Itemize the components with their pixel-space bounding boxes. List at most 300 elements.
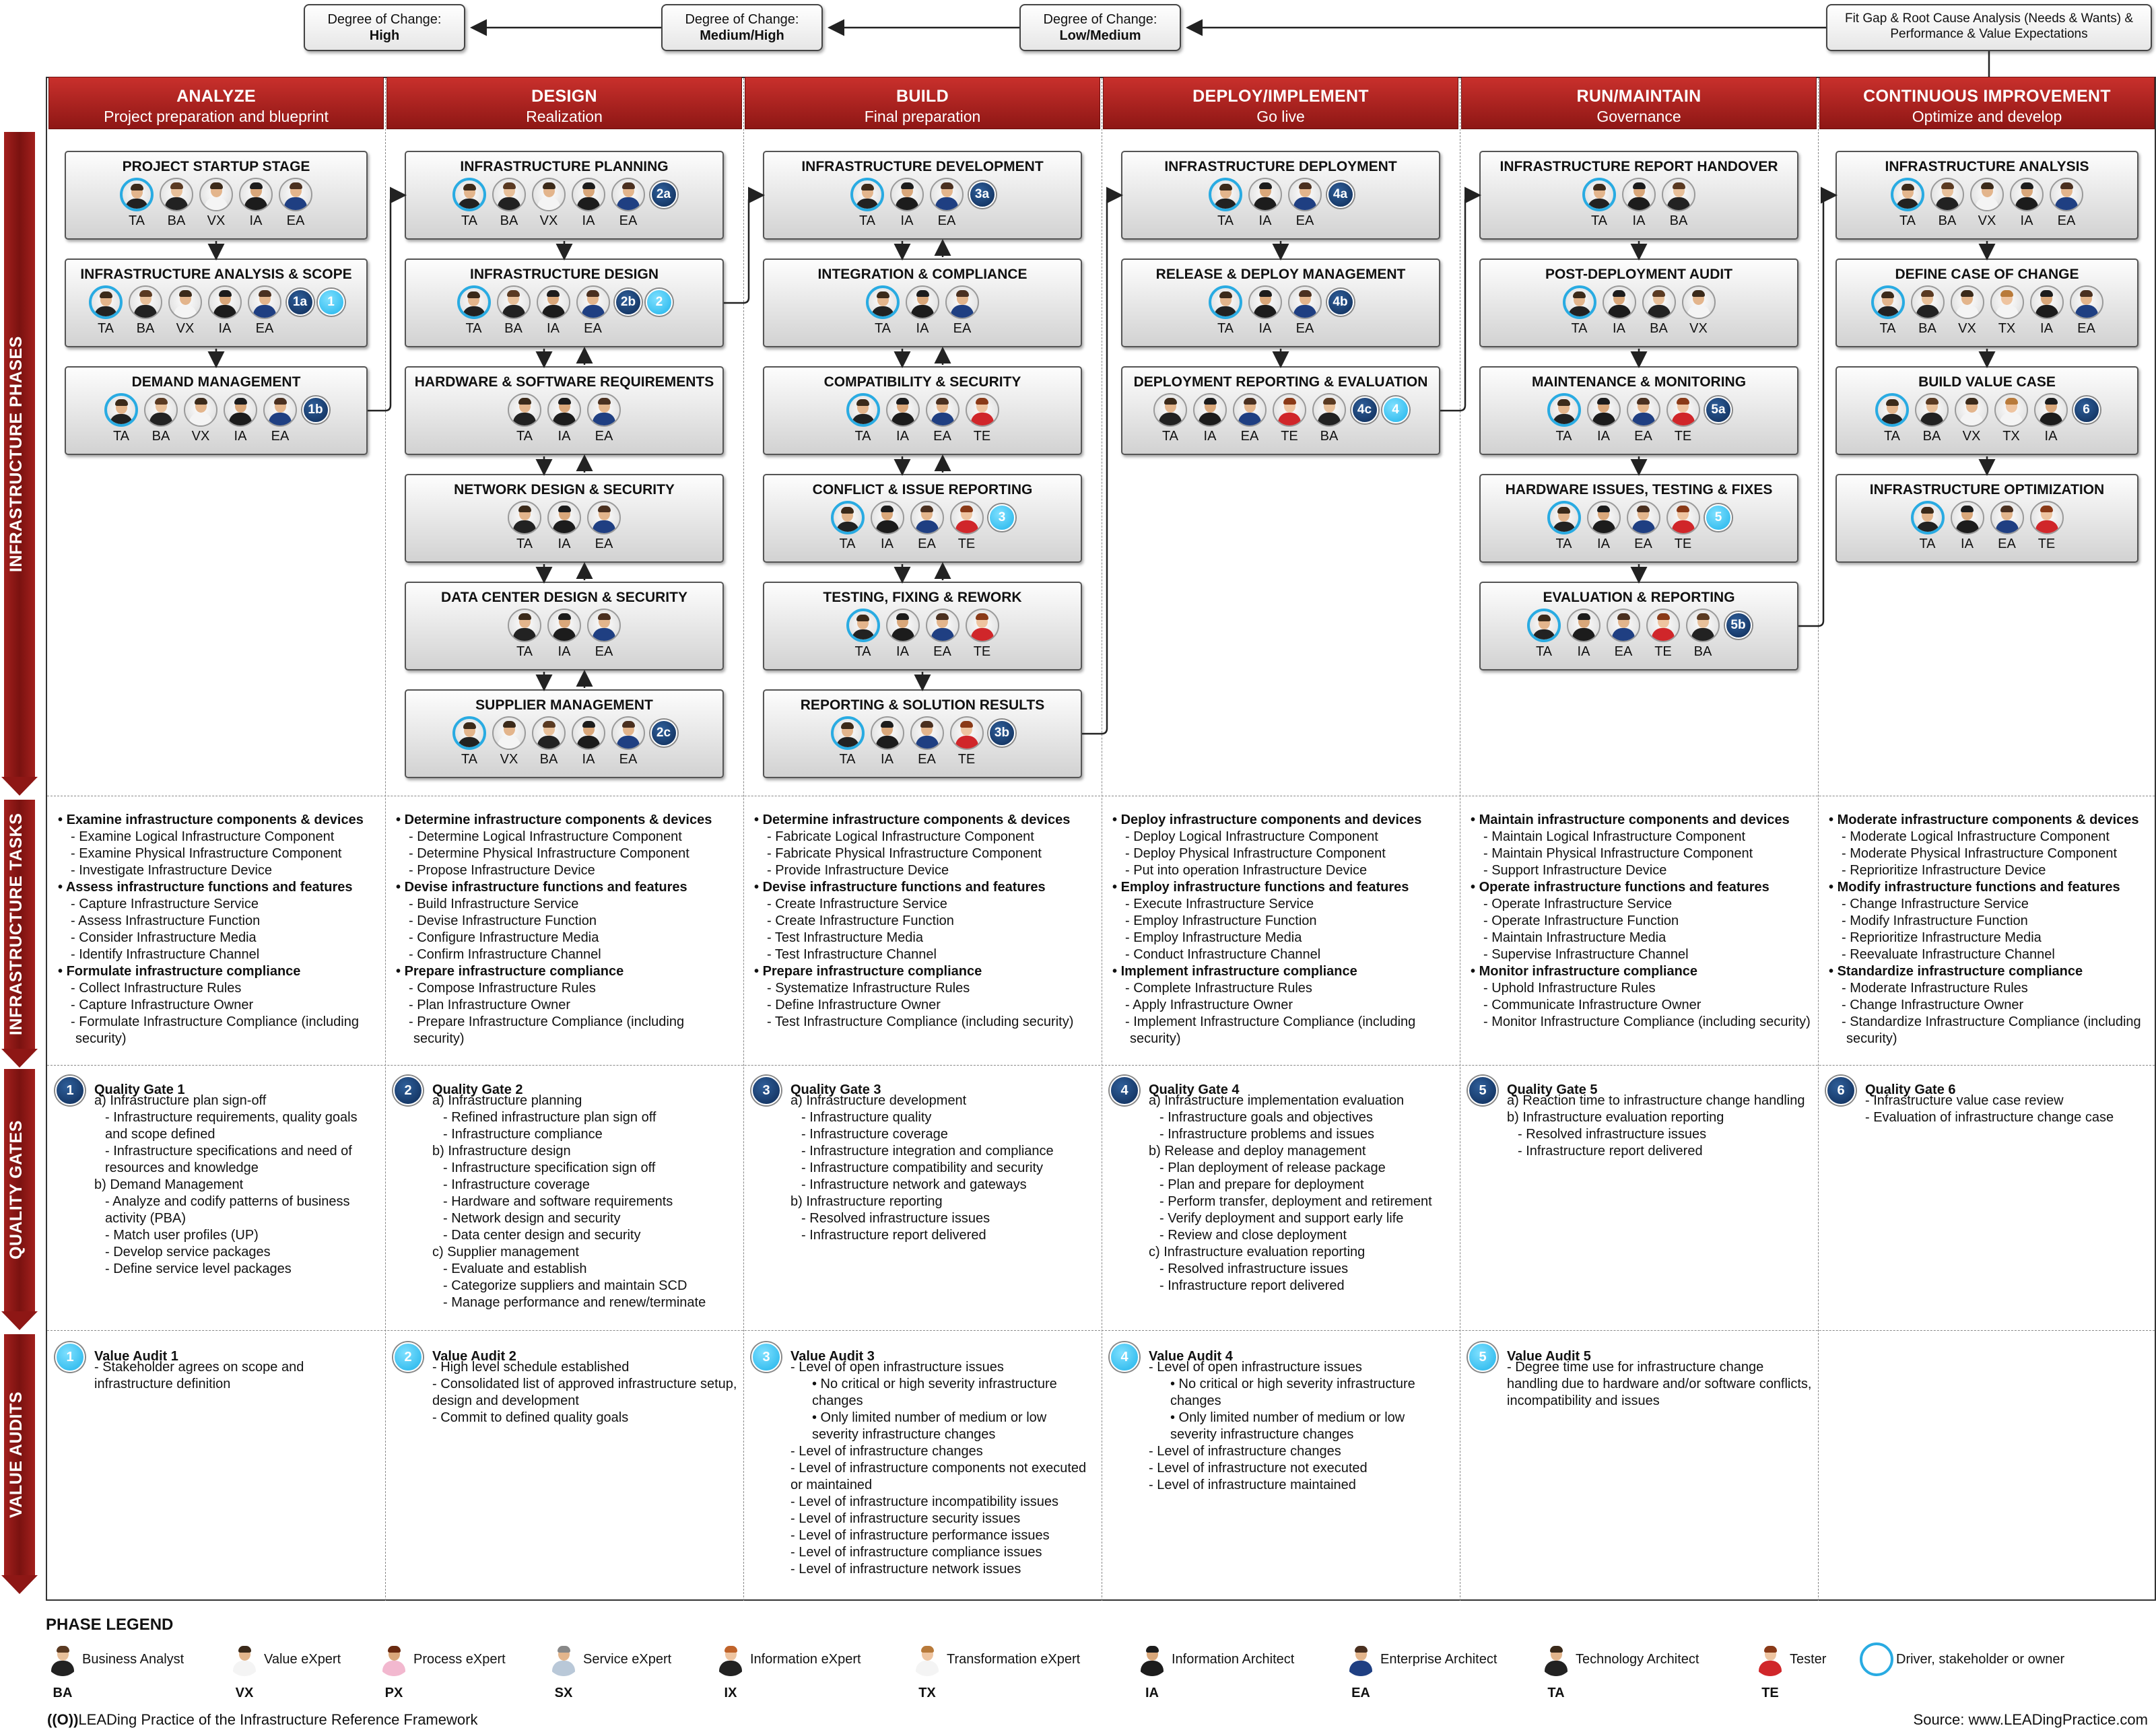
task-text: Support Infrastructure Device [1491,863,1667,878]
footer-left-text: LEADing Practice of the Infrastructure Reference Framework [78,1711,478,1728]
quality_gates-line: - Infrastructure integration and compliance [801,1144,1054,1158]
role-code: IA [558,537,571,551]
role-code: TA [461,752,478,767]
dash-icon: - [1125,913,1134,928]
task-text: Test Infrastructure Channel [774,947,937,962]
role-code: VX [1978,213,1996,228]
role-code: EA [595,537,613,551]
value_audits-line: - Level of infrastructure changes [790,1444,983,1459]
stage-title: DEFINE CASE OF CHANGE [1895,267,2079,282]
value_audits-line: - Level of infrastructure incompatibility issues [790,1494,1058,1509]
dash-icon: - [1842,947,1850,962]
role-code: TA [1535,644,1553,659]
step-badge: 5b [1725,612,1752,639]
dash-icon: - [1125,863,1134,878]
role-code: VX [1962,429,1981,444]
dash-icon: - [767,863,776,878]
legend-code: EA [1351,1686,1370,1700]
value_audits-title: Value Audit 3 [790,1349,875,1364]
quality_gates-number-badge: 1 [55,1076,85,1105]
stage-title: RELEASE & DEPLOY MANAGEMENT [1155,267,1406,282]
task-text: Fabricate Physical Infrastructure Component [775,846,1042,861]
task-text: Examine Physical Infrastructure Component [79,846,342,861]
quality_gates-line: - Hardware and software requirements [443,1194,673,1209]
task-text: Modify infrastructure functions and features [1837,880,2120,895]
phase-title: CONTINUOUS IMPROVEMENT [1863,87,2111,106]
task-text: Implement infrastructure compliance [1120,964,1357,979]
dash-icon: - [1125,897,1134,911]
quality_gates-line: - Manage performance and renew/terminate [443,1295,706,1310]
role-code: TA [516,537,533,551]
step-badge: 1b [302,396,329,423]
bullet-icon: • [396,964,405,979]
task-text: Investigate Infrastructure Device [79,863,273,878]
side-label-phases: INFRASTRUCTURE PHASES [7,336,26,573]
dash-icon: - [409,863,417,878]
dash-icon: - [71,897,79,911]
dash-icon: - [1125,947,1134,962]
change-level: Medium/High [700,28,784,43]
role-code: TA [1555,429,1572,444]
task-text: Test Infrastructure Compliance (including security) [774,1014,1074,1029]
value_audits-line: - Level of infrastructure compliance issues [790,1545,1042,1560]
role-code: BA [1938,213,1957,228]
stage-title: INTEGRATION & COMPLIANCE [817,267,1028,282]
dash-icon: - [1842,1014,1850,1029]
task-text: Maintain Logical Infrastructure Component [1491,829,1746,844]
role-code: EA [918,537,936,551]
dash-icon: - [71,863,79,878]
phase-title: BUILD [896,87,949,106]
task-text: Capture Infrastructure Service [79,897,259,911]
value_audits-line: - Level of open infrastructure issues [1149,1360,1362,1375]
role-code: IA [1203,429,1217,444]
role-code: VX [1958,321,1976,336]
bullet-icon: • [1829,812,1838,827]
role-code: IA [2040,321,2053,336]
quality_gates-line: c) Supplier management [432,1245,579,1259]
dash-icon: - [1842,930,1850,945]
role-code: BA [1693,644,1712,659]
quality_gates-line: - Refined infrastructure plan sign off [443,1110,656,1125]
role-code: BA [539,752,558,767]
role-code: EA [918,752,936,767]
dash-icon: - [409,913,417,928]
quality_gates-line: - Analyze and codify patterns of business activity (PBA) [105,1194,350,1226]
legend-code: IA [1145,1686,1159,1700]
task-text: Capture Infrastructure Owner [79,998,254,1012]
task-text: Provide Infrastructure Device [775,863,949,878]
quality_gates-line: - Network design and security [443,1211,621,1226]
task-text: Deploy Physical Infrastructure Component [1133,846,1386,861]
quality_gates-line: - Resolved infrastructure issues [1159,1261,1349,1276]
role-code: TE [957,537,976,551]
dash-icon: - [1125,1014,1134,1029]
legend-code: TX [918,1686,936,1700]
task-text: Conduct Infrastructure Channel [1133,947,1321,962]
role-code: EA [255,321,274,336]
step-badge: 5a [1705,396,1732,423]
stage-title: DEPLOYMENT REPORTING & EVALUATION [1133,374,1428,390]
role-code: IA [582,752,595,767]
fit-gap-label: Fit Gap & Root Cause Analysis (Needs & Wants) & Performance & Value Expectations [1844,11,2134,41]
legend-name: Technology Architect [1576,1652,1699,1667]
bullet-icon: • [754,812,763,827]
role-code: BA [1650,321,1668,336]
role-code: EA [1634,429,1652,444]
dash-icon: - [1842,897,1850,911]
legend-name: Driver, stakeholder or owner [1896,1652,2065,1667]
role-code: TA [97,321,114,336]
role-code: BA [136,321,155,336]
phase-subtitle: Optimize and develop [1912,108,2062,125]
task-text: Consider Infrastructure Media [79,930,257,945]
dash-icon: - [71,998,79,1012]
value_audits-title: Value Audit 4 [1149,1349,1233,1364]
quality_gates-number-badge: 3 [751,1076,781,1105]
task-text: Determine infrastructure components & devices [762,812,1071,827]
dash-icon: - [71,913,79,928]
value_audits-number-badge: 2 [393,1342,423,1372]
value_audits-number-badge: 4 [1110,1342,1139,1372]
legend-code: PX [384,1686,403,1700]
dash-icon: - [1483,913,1492,928]
role-code: IA [916,321,929,336]
dash-icon: - [1125,846,1134,861]
step-badge: 4a [1327,181,1354,208]
role-code: TA [1919,537,1936,551]
step-badge: 2b [615,289,642,316]
task-text: Operate Infrastructure Service [1491,897,1673,911]
dash-icon: - [767,913,776,928]
step-badge: 5 [1705,504,1732,531]
value_audits-number-badge: 3 [751,1342,781,1372]
value_audits-line: - High level schedule established [432,1360,630,1375]
role-code: EA [619,213,638,228]
step-badge: 3a [969,181,996,208]
side-label-audits: VALUE AUDITS [7,1391,26,1518]
role-code: TA [1883,429,1901,444]
quality_gates-title: Quality Gate 3 [790,1082,881,1097]
phase-title: DESIGN [531,87,597,106]
bullet-icon: • [1112,964,1121,979]
dash-icon: - [1483,897,1492,911]
task-text: Communicate Infrastructure Owner [1491,998,1702,1012]
role-code: TA [516,429,533,444]
task-text: Define Infrastructure Owner [775,998,941,1012]
quality_gates-line: - Resolved infrastructure issues [1518,1127,1707,1142]
step-badge: 1a [287,289,314,316]
role-code: TX [1998,321,2016,336]
role-code: BA [1320,429,1339,444]
value_audits-line: - Level of infrastructure not executed [1149,1461,1368,1476]
quality_gates-line: - Categorize suppliers and maintain SCD [443,1278,687,1293]
value_audits-number-badge: 1 [55,1342,85,1372]
role-code: TA [465,321,482,336]
quality_gates-line: a) Infrastructure implementation evaluation [1149,1093,1405,1108]
step-badge: 1 [318,289,345,316]
role-code: IA [900,213,914,228]
quality_gates-line: - Infrastructure compatibility and security [801,1161,1044,1175]
role-code: IA [896,644,909,659]
task-text: Prepare infrastructure compliance [404,964,624,979]
role-code: EA [1634,537,1652,551]
dash-icon: - [767,846,776,861]
dash-icon: - [1483,930,1492,945]
change-label: Degree of Change: [1043,12,1157,27]
task-text: Change Infrastructure Owner [1850,998,2024,1012]
quality_gates-line: - Infrastructure goals and objectives [1159,1110,1373,1125]
quality_gates-title: Quality Gate 5 [1507,1082,1598,1097]
quality_gates-line: - Infrastructure report delivered [1159,1278,1345,1293]
value_audits-title: Value Audit 1 [94,1349,178,1364]
quality_gates-line: - Match user profiles (UP) [105,1228,259,1243]
role-code: EA [1240,429,1259,444]
role-code: BA [1669,213,1688,228]
role-code: EA [619,752,638,767]
role-code: IA [582,213,595,228]
task-text: Maintain infrastructure components and devices [1479,812,1790,827]
dash-icon: - [767,998,776,1012]
value_audits-line: - Degree time use for infrastructure change handling due to hardware and/or software conflicts, incompatibility and issues [1507,1360,1812,1408]
role-code: TE [1674,429,1692,444]
stage-title: POST-DEPLOYMENT AUDIT [1545,267,1733,282]
stage-title: TESTING, FIXING & REWORK [823,590,1022,605]
role-code: TE [957,752,976,767]
value_audits-line: - Level of infrastructure maintained [1149,1478,1356,1492]
task-text: Prepare Infrastructure Compliance (including security) [413,1014,685,1046]
task-text: Confirm Infrastructure Channel [417,947,601,962]
quality_gates-line: - Plan deployment of release package [1159,1161,1386,1175]
task-text: Deploy infrastructure components and devices [1120,812,1422,827]
quality_gates-line: a) Reaction time to infrastructure change handling [1507,1093,1805,1108]
role-code: IA [1258,213,1272,228]
bullet-icon: • [396,880,405,895]
side-label-gates: QUALITY GATES [7,1120,26,1260]
role-code: EA [1614,644,1633,659]
legend-code: SX [554,1686,573,1700]
bullet-icon: • [58,964,67,979]
role-code: EA [595,429,613,444]
phase-link-arrow [1082,195,1120,734]
step-badge: 4 [1382,396,1409,423]
task-text: Systematize Infrastructure Rules [775,981,970,996]
role-code: IA [1577,644,1590,659]
dash-icon: - [767,981,776,996]
role-code: IA [558,644,571,659]
role-code: BA [1922,429,1941,444]
task-text: Apply Infrastructure Owner [1133,998,1293,1012]
quality_gates-line: - Evaluate and establish [443,1261,587,1276]
task-text: Maintain Infrastructure Media [1491,930,1666,945]
role-code: EA [937,213,956,228]
step-badge: 3 [988,504,1015,531]
stage-title: INFRASTRUCTURE DEPLOYMENT [1164,159,1397,174]
role-code: VX [191,429,210,444]
legend-name: Business Analyst [82,1652,184,1667]
task-text: Devise Infrastructure Function [417,913,597,928]
role-code: EA [595,644,613,659]
ta-avatar-icon [1539,1642,1573,1676]
role-code: EA [1295,213,1314,228]
role-code: IA [1961,537,1974,551]
quality_gates-title: Quality Gate 4 [1149,1082,1240,1097]
dash-icon: - [1125,930,1134,945]
stage-title: HARDWARE ISSUES, TESTING & FIXES [1505,482,1773,497]
legend-name: Service eXpert [583,1652,672,1667]
task-text: Devise infrastructure functions and features [762,880,1046,895]
task-text: Create Infrastructure Service [775,897,947,911]
task-text: Examine Logical Infrastructure Component [79,829,335,844]
quality_gates-line: - Define service level packages [105,1261,292,1276]
px-avatar-icon [377,1642,411,1676]
dash-icon: - [1842,913,1850,928]
dash-icon: - [409,1014,417,1029]
role-code: TA [516,644,533,659]
dash-icon: - [767,897,776,911]
quality_gates-number-badge: 2 [393,1076,423,1105]
stage-title: INFRASTRUCTURE OPTIMIZATION [1869,482,2105,497]
task-text: Test Infrastructure Media [774,930,923,945]
role-code: BA [167,213,186,228]
stage-title: INFRASTRUCTURE DEVELOPMENT [801,159,1044,174]
dash-icon: - [1842,981,1850,996]
legend-name: Information Architect [1172,1652,1295,1667]
dash-icon: - [1125,981,1134,996]
role-code: BA [504,321,523,336]
dash-icon: - [1842,863,1850,878]
quality_gates-line: b) Demand Management [94,1177,244,1192]
task-text: Reevaluate Infrastructure Channel [1850,947,2055,962]
quality_gates-line: - Verify deployment and support early life [1159,1211,1404,1226]
task-text: Moderate Infrastructure Rules [1850,981,2028,996]
dash-icon: - [1842,998,1850,1012]
phase-link-arrow [724,195,762,303]
role-code: IA [249,213,263,228]
quality_gates-line: - Resolved infrastructure issues [801,1211,990,1226]
stage-title: HARDWARE & SOFTWARE REQUIREMENTS [414,374,714,390]
stage-title: REPORTING & SOLUTION RESULTS [800,697,1045,713]
legend-code: VX [235,1686,254,1700]
value_audits-line: - Level of infrastructure changes [1149,1444,1341,1459]
bullet-icon: • [1471,812,1479,827]
quality_gates-line: - Infrastructure network and gateways [801,1177,1027,1192]
role-code: EA [933,644,951,659]
legend-code: IX [724,1686,737,1700]
stage-title: PROJECT STARTUP STAGE [122,159,310,174]
task-text: Operate infrastructure functions and features [1479,880,1770,895]
quality_gates-line: - Review and close deployment [1159,1228,1347,1243]
role-code: TA [839,752,856,767]
step-badge: 4b [1327,289,1354,316]
bullet-icon: • [58,880,66,895]
dash-icon: - [71,829,79,844]
dash-icon: - [767,829,776,844]
role-code: IA [2044,429,2058,444]
role-code: IA [881,752,894,767]
legend-name: Enterprise Architect [1380,1652,1497,1667]
role-code: BA [151,429,170,444]
bullet-icon: • [1112,880,1121,895]
ba-avatar-icon [46,1642,79,1676]
phase-link-arrow [1440,195,1478,411]
stage-title: DEMAND MANAGEMENT [131,374,301,390]
quality_gates-line: - Plan and prepare for deployment [1159,1177,1364,1192]
task-text: Propose Infrastructure Device [417,863,595,878]
quality_gates-line: - Infrastructure quality [801,1110,932,1125]
task-text: Formulate infrastructure compliance [66,964,301,979]
role-code: EA [1998,537,2016,551]
role-code: IA [896,429,909,444]
task-text: Assess Infrastructure Function [78,913,261,928]
task-text: Determine Physical Infrastructure Component [417,846,689,861]
role-code: IA [1597,537,1610,551]
task-text: Employ Infrastructure Media [1133,930,1302,945]
role-code: TA [128,213,145,228]
legend-code: TE [1761,1686,1779,1700]
task-text: Build Infrastructure Service [417,897,579,911]
dash-icon: - [1125,829,1134,844]
stage-title: MAINTENANCE & MONITORING [1531,374,1747,390]
value_audits-line: • No critical or high severity infrastructure changes [1170,1377,1415,1408]
stage-title: COMPATIBILITY & SECURITY [823,374,1021,390]
legend-title: PHASE LEGEND [46,1616,174,1634]
bullet-icon: • [1829,880,1838,895]
stage-title: DATA CENTER DESIGN & SECURITY [441,590,687,605]
value_audits-line: - Stakeholder agrees on scope and infrastructure definition [94,1360,304,1391]
ea-avatar-icon [1344,1642,1378,1676]
task-text: Identify Infrastructure Channel [79,947,260,962]
bullet-icon: • [754,964,763,979]
role-code: TA [839,537,856,551]
phase-link-arrow [368,195,403,411]
quality_gates-line: - Infrastructure report delivered [1518,1144,1703,1158]
dash-icon: - [71,930,79,945]
role-code: TA [858,213,876,228]
bullet-icon: • [1471,880,1479,895]
dash-icon: - [1483,1014,1492,1029]
phase-subtitle: Realization [526,108,603,125]
phase-subtitle: Go live [1256,108,1305,125]
stage-title: INFRASTRUCTURE ANALYSIS [1885,159,2089,174]
role-code: IA [1632,213,1646,228]
task-text: Supervise Infrastructure Channel [1491,947,1689,962]
task-text: Maintain Physical Infrastructure Component [1491,846,1753,861]
task-text: Determine Logical Infrastructure Component [417,829,682,844]
bullet-icon: • [1829,964,1838,979]
role-code: TE [1281,429,1298,444]
role-code: EA [2057,213,2076,228]
role-code: TA [1571,321,1588,336]
role-code: BA [1918,321,1936,336]
quality_gates-line: - Infrastructure coverage [443,1177,590,1192]
task-text: Assess infrastructure functions and features [65,880,353,895]
value_audits-line: - Level of infrastructure network issues [790,1562,1021,1577]
task-text: Plan Infrastructure Owner [417,998,571,1012]
value_audits-line: - Level of infrastructure performance issues [790,1528,1050,1543]
task-text: Configure Infrastructure Media [417,930,599,945]
dash-icon: - [767,1014,775,1029]
value_audits-line: - Consolidated list of approved infrastructure setup, design and development [432,1377,737,1408]
task-text: Employ infrastructure functions and features [1120,880,1409,895]
bullet-icon: • [396,812,405,827]
phase-subtitle: Project preparation and blueprint [104,108,329,125]
role-code: TE [2037,537,2056,551]
dash-icon: - [71,981,79,996]
task-text: Formulate Infrastructure Compliance (including security) [75,1014,359,1046]
legend-name: Tester [1790,1652,1827,1667]
legend-name: Value eXpert [264,1652,341,1667]
